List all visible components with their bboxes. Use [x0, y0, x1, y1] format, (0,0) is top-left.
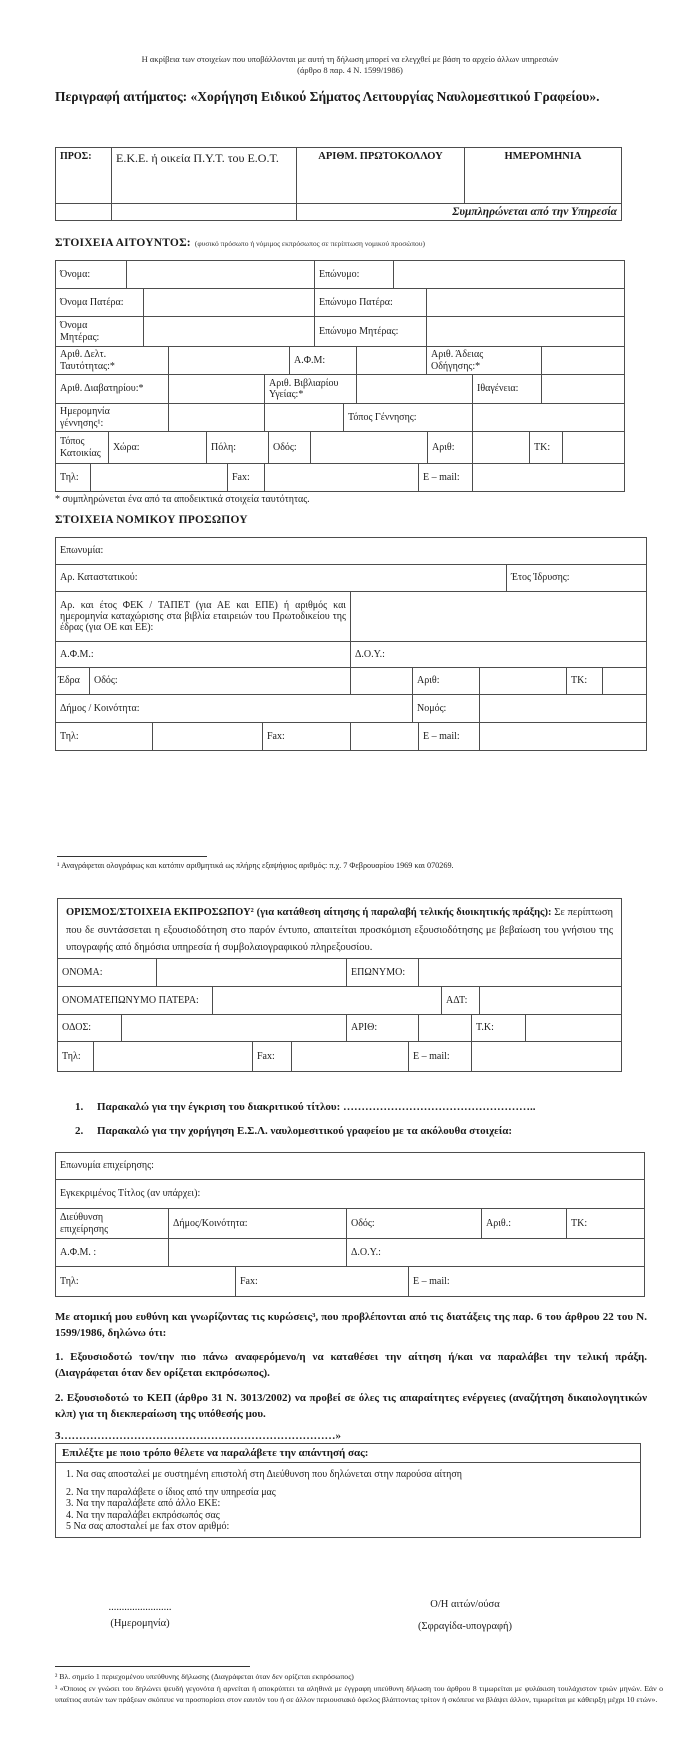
footnote1-text: ¹ Αναγράφεται ολογράφως και κατόπιν αριθμητικά ως πλήρης εξαψήφιος αριθμός: π.χ. 7 Φεβρουαρίου 1969 και 070269.: [57, 861, 454, 870]
delivery-option-1[interactable]: 1. Να σας αποσταλεί με συστημένη επιστολή στη Διεύθυνση που δηλώνεται στην παρούσα αίτηση: [66, 1469, 463, 1480]
business-company-name-field[interactable]: Επωνυμία επιχείρησης:: [60, 1160, 154, 1172]
applicant-father-surname-field[interactable]: [426, 289, 624, 316]
applicant-mother-name-field[interactable]: [143, 317, 314, 346]
legal-street-field2[interactable]: [350, 668, 412, 694]
applicant-passport-field[interactable]: [168, 375, 264, 403]
applicant-first-name-field[interactable]: [126, 261, 314, 288]
applicant-residence-label: Τόπος Κατοικίας: [60, 436, 101, 459]
rep-street-no-label: ΑΡΙΘ:: [346, 1015, 418, 1041]
applicant-father-name-label: Όνομα Πατέρα:: [60, 296, 124, 308]
applicant-street-label: Οδός:: [268, 432, 310, 463]
applicant-fax-label: Fax:: [227, 464, 264, 491]
legal-articles-field[interactable]: Αρ. Καταστατικού:: [60, 572, 138, 584]
applicant-phone-label: Τηλ:: [60, 471, 79, 483]
rep-postal-code-field[interactable]: [525, 1015, 621, 1041]
rep-id-field[interactable]: [479, 987, 621, 1014]
footnotes-separator: [55, 1666, 250, 1667]
to-value-blank: [111, 204, 296, 220]
applicant-afm-label: Α.Φ.Μ:: [289, 347, 356, 374]
applicant-id-card-field[interactable]: [168, 347, 289, 374]
id-proof-note: * συμπληρώνεται ένα από τα αποδεικτικά στοιχεία ταυτότητας.: [55, 494, 310, 505]
applicant-birth-date-field2[interactable]: [264, 404, 343, 431]
delivery-option-5[interactable]: 5 Να σας αποσταλεί με fax στον αριθμό:: [66, 1521, 230, 1532]
declaration-intro: Με ατομική μου ευθύνη και γνωρίζοντας τις κυρώσεις³, που προβλέπονται από τις διατάξεις της παρ. 6 του άρθρου 22 του Ν. 1599/1986, δηλώνω ότι:: [55, 1311, 647, 1339]
applicant-street-no-field[interactable]: [472, 432, 529, 463]
footnote3-text: ³ «Όποιος εν γνώσει του δηλώνει ψευδή γεγονότα ή αρνείται ή αποκρύπτει τα αληθινά με έγγραφη υπεύθυνη δήλωση του άρθρου 8 τιμωρείται με φυλάκιση τουλάχιστον τριών μηνών. Εάν ο υπαίτιος αυτών των πράξεων σκόπευε να προσπορίσει στον εαυτόν του ή σε άλλον περιουσιακό όφελος βλάπτοντας τρίτον ή σκόπευε να βλάψει άλλον, τιμωρείται με κάθειρξη μέχρι 10 ετών».: [55, 1684, 663, 1704]
legal-fax-field[interactable]: [350, 723, 418, 750]
business-afm-label: Α.Φ.Μ. :: [60, 1246, 97, 1258]
applicant-afm-field[interactable]: [356, 347, 426, 374]
rep-postal-code-label: Τ.Κ:: [471, 1015, 525, 1041]
to-value: Ε.Κ.Ε. ή οικεία Π.Υ.Τ. του Ε.Ο.Τ.: [111, 148, 296, 203]
request-item-2-text: Παρακαλώ για την χορήγηση Ε.Σ.Λ. ναυλομεσιτικού γραφείου με τα ακόλουθα στοιχεία:: [97, 1125, 513, 1137]
applicant-father-name-field[interactable]: [143, 289, 314, 316]
rep-name-label: ΟΝΟΜΑ:: [62, 966, 103, 978]
rep-surname-field[interactable]: [418, 959, 621, 986]
applicant-email-label: E – mail:: [418, 464, 472, 491]
applicant-health-book-field[interactable]: [356, 375, 472, 403]
applicant-birth-place-field[interactable]: [472, 404, 624, 431]
rep-name-field[interactable]: [156, 959, 346, 986]
legal-seat-label: Έδρα: [58, 675, 80, 687]
business-phone-field[interactable]: Τηλ:: [60, 1275, 79, 1287]
delivery-method-box: [55, 1443, 641, 1538]
applicant-mother-name-label: Όνομα Μητέρας:: [60, 320, 100, 343]
legal-municipality-field[interactable]: Δήμος / Κοινότητα:: [60, 702, 140, 714]
rep-fax-field[interactable]: [291, 1042, 408, 1071]
business-postal-code-field[interactable]: ΤΚ:: [566, 1209, 644, 1238]
applicant-postal-code-label: ΤΚ:: [529, 432, 562, 463]
applicant-country-field[interactable]: Χώρα:: [108, 432, 206, 463]
legal-phone-label: Τηλ:: [60, 730, 79, 742]
header-table: [55, 147, 622, 221]
legal-entity-table: [55, 537, 647, 751]
legal-disclaimer: [0, 54, 700, 76]
legal-gazette-label: Αρ. και έτος ΦΕΚ / ΤΑΠΕΤ (για ΑΕ και ΕΠΕ) ή αριθμός και ημερομηνία καταχώρισης στα βιβλία εταιρειών του Πρωτοδικείου της έδρας (για ΟΕ και ΕΕ):: [60, 599, 346, 634]
applicant-city-field[interactable]: Πόλη:: [206, 432, 268, 463]
applicant-surname-label: Επώνυμο:: [314, 261, 393, 288]
applicant-phone-field[interactable]: [90, 464, 227, 491]
rep-street-field[interactable]: [121, 1015, 346, 1041]
request-item-2: [75, 1124, 635, 1139]
applicant-birth-date-label: Ημερομηνία γέννησης¹:: [60, 406, 110, 429]
rep-email-field[interactable]: [471, 1042, 621, 1071]
applicant-street-field[interactable]: [310, 432, 427, 463]
business-afm-field[interactable]: [168, 1239, 346, 1266]
delivery-options-list: [56, 1463, 640, 1537]
business-table: [55, 1152, 645, 1297]
applicant-mother-surname-field[interactable]: [426, 317, 624, 346]
business-street-no-field[interactable]: Αριθ.:: [481, 1209, 566, 1238]
representative-box: [57, 898, 622, 1072]
applicant-section-heading: [55, 233, 655, 251]
legal-email-field[interactable]: [479, 723, 646, 750]
rep-father-fullname-label: ΟΝΟΜΑΤΕΠΩΝΥΜΟ ΠΑΤΕΡΑ:: [62, 994, 199, 1006]
business-tax-office-field[interactable]: Δ.Ο.Υ.:: [346, 1239, 644, 1266]
declaration-item-1: 1. Εξουσιοδοτώ τον/την πιο πάνω αναφερόμενο/η να καταθέσει την αίτηση ή/και να παραλάβει την τελική πράξη. (Διαγράφεται όταν δεν ορίζεται εκπρόσωπος).: [55, 1351, 647, 1379]
legal-postal-code-field[interactable]: [602, 668, 646, 694]
rep-id-label: ΑΔΤ:: [441, 987, 479, 1014]
rep-phone-label: Τηλ:: [62, 1050, 81, 1062]
rep-street-label: ΟΔΟΣ:: [62, 1022, 92, 1034]
applicant-heading-note: (φυσικό πρόσωπο ή νόμιμος εκπρόσωπος σε περίπτωση νομικού προσώπου): [194, 239, 425, 248]
legal-street-field[interactable]: Οδός:: [89, 668, 350, 694]
request-item-1-number: 1.: [75, 1101, 84, 1113]
to-label-blank: [56, 204, 111, 220]
business-municipality-field[interactable]: Δήμος/Κοινότητα:: [168, 1209, 346, 1238]
protocol-number-header: ΑΡΙΘΜ. ΠΡΩΤΟΚΟΛΛΟΥ: [296, 148, 464, 203]
legal-tax-office-field[interactable]: Δ.Ο.Υ.:: [350, 642, 646, 667]
legal-fax-label: Fax:: [262, 723, 350, 750]
footnote1-separator: [57, 856, 207, 857]
applicant-heading-text: ΣΤΟΙΧΕΙΑ ΑΙΤΟΥΝΤΟΣ:: [55, 237, 191, 249]
representative-intro-bold: ΟΡΙΣΜΟΣ/ΣΤΟΙΧΕΙΑ ΕΚΠΡΟΣΩΠΟΥ² (για κατάθεση αίτησης ή παραλαβή τελικής διοικητικής πράξης):: [66, 907, 552, 918]
signature-applicant-block: [370, 1597, 560, 1635]
business-approved-title-field[interactable]: Εγκεκριμένος Τίτλος (αν υπάρχει):: [60, 1188, 201, 1200]
rep-email-label: E – mail:: [408, 1042, 471, 1071]
delivery-option-2[interactable]: 2. Να την παραλάβετε ο ίδιος από την υπηρεσία μας: [66, 1486, 276, 1498]
stamp-signature-label: (Σφραγίδα-υπογραφή): [418, 1621, 512, 1632]
legal-email-label: E – mail:: [418, 723, 479, 750]
legal-disclaimer-line2: (άρθρο 8 παρ. 4 Ν. 1599/1986): [297, 65, 403, 75]
request-item-1-text: Παρακαλώ για την έγκριση του διακριτικού τίτλου: ……………………………………………..: [97, 1101, 536, 1113]
legal-street-no-field[interactable]: [479, 668, 566, 694]
business-address-label: Διεύθυνση επιχείρησης: [60, 1212, 109, 1235]
applicant-signatory-label: Ο/Η αιτών/ούσα: [430, 1599, 500, 1610]
legal-phone-field[interactable]: [152, 723, 262, 750]
legal-prefecture-label: Νομός:: [412, 695, 479, 722]
business-street-field[interactable]: Οδός:: [346, 1209, 481, 1238]
applicant-street-no-label: Αριθ:: [427, 432, 472, 463]
signature-date-block: [65, 1600, 215, 1632]
applicant-citizenship-label: Ιθαγένεια:: [472, 375, 541, 403]
representative-intro-rest: Σε περίπτωση που δε συντάσσεται η εξουσιοδότηση στο παρόν έντυπο, απαιτείται προσκόμιση εξουσιοδότησης με βεβαίωση του γνήσιου της υπογραφής από δημόσια υπηρεσία ή συμβολαιογραφικού πληρεξουσίου.: [66, 907, 613, 953]
legal-street-no-label: Αριθ:: [412, 668, 479, 694]
applicant-mother-surname-label: Επώνυμο Μητέρας:: [314, 317, 426, 346]
applicant-birth-place-label: Τόπος Γέννησης:: [343, 404, 472, 431]
legal-prefecture-field[interactable]: [479, 695, 646, 722]
rep-surname-label: ΕΠΩΝΥΜΟ:: [346, 959, 418, 986]
legal-disclaimer-line1: Η ακρίβεια των στοιχείων που υποβάλλονται με αυτή τη δήλωση μπορεί να ελεγχθεί με βάση το αρχείο άλλων υπηρεσιών: [141, 54, 559, 64]
legal-postal-code-label: ΤΚ:: [566, 668, 602, 694]
request-item-2-number: 2.: [75, 1125, 84, 1137]
applicant-birth-date-field[interactable]: [168, 404, 264, 431]
delivery-option-3[interactable]: 3. Να την παραλάβετε από άλλο ΕΚΕ:: [66, 1498, 221, 1509]
legal-entity-heading: ΣΤΟΙΧΕΙΑ ΝΟΜΙΚΟΥ ΠΡΟΣΩΠΟΥ: [55, 514, 248, 526]
applicant-health-book-label: Αριθ. Βιβλιαρίου Υγείας:*: [264, 375, 356, 403]
declaration-item-2: 2. Εξουσιοδοτώ το ΚΕΠ (άρθρο 31 Ν. 3013/2002) να προβεί σε όλες τις απαραίτητες ενέργειες (αναζήτηση δικαιολογητικών κλπ) για τη διεκπεραίωση της υπόθεσής μου.: [55, 1392, 647, 1420]
legal-company-name-field[interactable]: Επωνυμία:: [60, 545, 104, 557]
rep-phone-field[interactable]: [93, 1042, 252, 1071]
applicant-table: [55, 260, 625, 492]
rep-street-no-field[interactable]: [418, 1015, 471, 1041]
date-dots-line[interactable]: ........................: [108, 1602, 172, 1613]
applicant-citizenship-field[interactable]: [541, 375, 624, 403]
legal-afm-field[interactable]: Α.Φ.Μ.:: [60, 648, 94, 660]
applicant-fax-field[interactable]: [264, 464, 418, 491]
request-item-1: [75, 1100, 635, 1115]
to-label: ΠΡΟΣ:: [60, 151, 92, 162]
applicant-driving-license-field[interactable]: [541, 347, 624, 374]
applicant-surname-field[interactable]: [393, 261, 624, 288]
delivery-option-4[interactable]: 4. Να την παραλάβει εκπρόσωπός σας: [66, 1509, 220, 1521]
date-header: ΗΜΕΡΟΜΗΝΙΑ: [464, 148, 621, 203]
applicant-id-card-label: Αριθ. Δελτ. Ταυτότητας:*: [60, 349, 115, 372]
rep-fax-label: Fax:: [252, 1042, 291, 1071]
legal-founding-year-field[interactable]: Έτος Ίδρυσης:: [506, 565, 646, 591]
business-fax-field[interactable]: Fax:: [235, 1267, 408, 1296]
applicant-first-name-label: Όνομα:: [60, 268, 91, 280]
applicant-postal-code-field[interactable]: [562, 432, 624, 463]
rep-father-fullname-field[interactable]: [212, 987, 441, 1014]
legal-gazette-field[interactable]: [350, 592, 646, 641]
filled-by-service-note: Συμπληρώνεται από την Υπηρεσία: [296, 204, 621, 220]
date-label: (Ημερομηνία): [110, 1618, 170, 1629]
page-title: Περιγραφή αιτήματος: «Χορήγηση Ειδικού Σήματος Λειτουργίας Ναυλομεσιτικού Γραφείου».: [55, 89, 600, 104]
declaration-item-3: 3…………………………………………………………………»: [55, 1430, 341, 1442]
applicant-email-field[interactable]: [472, 464, 624, 491]
business-email-field[interactable]: E – mail:: [408, 1267, 644, 1296]
footnote2-text: ² Βλ. σημείο 1 περιεχομένου υπεύθυνης δήλωσης (Διαγράφεται όταν δεν ορίζεται εκπρόσωπος): [55, 1672, 354, 1681]
applicant-father-surname-label: Επώνυμο Πατέρα:: [314, 289, 426, 316]
representative-intro: [58, 899, 621, 958]
applicant-passport-label: Αριθ. Διαβατηρίου:*: [60, 383, 144, 395]
applicant-driving-license-label: Αριθ. Άδειας Οδήγησης:*: [426, 347, 541, 374]
delivery-method-title: Επιλέξτε με ποιο τρόπο θέλετε να παραλάβετε την απάντησή σας:: [56, 1444, 640, 1463]
